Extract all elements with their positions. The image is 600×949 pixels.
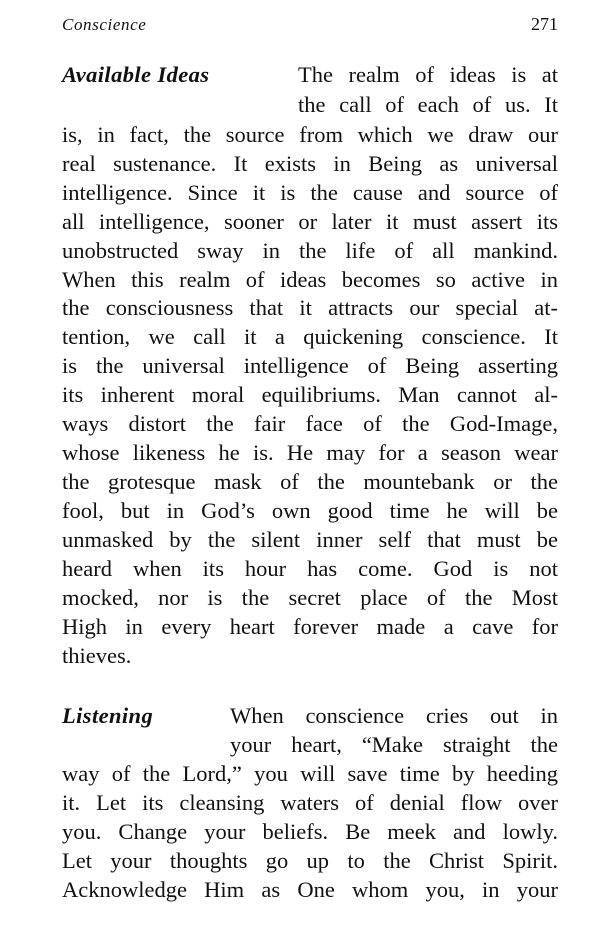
page-number: 271	[531, 14, 558, 34]
text-line: heard when its hour has come. God is not	[62, 556, 558, 581]
text-line: way of the Lord,” you will save time by heeding	[62, 761, 558, 786]
text-line: Acknowledge Him as One whom you, in your	[62, 877, 558, 902]
text-line: mocked, nor is the secret place of the Most	[62, 585, 558, 610]
text-line: High in every heart forever made a cave for	[62, 614, 558, 639]
text-line: tention, we call it a quickening conscience. It	[62, 324, 558, 349]
text-line: the grotesque mask of the mountebank or the	[62, 469, 558, 494]
text-line: fool, but in God’s own good time he will be	[62, 498, 558, 523]
text-line: unobstructed sway in the life of all mankind.	[62, 238, 558, 263]
text-line: its inherent moral equilibriums. Man cannot al-	[62, 382, 558, 407]
text-line: thieves.	[62, 643, 132, 668]
text-line: all intelligence, sooner or later it must assert its	[62, 209, 558, 234]
text-line: it. Let its cleansing waters of denial flow over	[62, 790, 558, 815]
text-line: whose likeness he is. He may for a season wear	[62, 440, 558, 465]
text-line: When conscience cries out in	[230, 703, 558, 728]
text-line: your heart, “Make straight the	[230, 732, 558, 757]
text-line: When this realm of ideas becomes so active in	[62, 267, 558, 292]
text-line: is the universal intelligence of Being asserting	[62, 353, 558, 378]
text-line: you. Change your beliefs. Be meek and lowly.	[62, 819, 558, 844]
text-line: unmasked by the silent inner self that must be	[62, 527, 558, 552]
text-line: ways distort the fair face of the God-Image,	[62, 411, 558, 436]
text-line: The realm of ideas is at	[298, 62, 558, 87]
section-heading-available-ideas: Available Ideas	[62, 62, 210, 87]
text-line: is, in fact, the source from which we draw our	[62, 122, 558, 147]
text-line: intelligence. Since it is the cause and source of	[62, 180, 558, 205]
text-line: the consciousness that it attracts our special at-	[62, 295, 558, 320]
text-line: real sustenance. It exists in Being as universal	[62, 151, 558, 176]
text-line: the call of each of us. It	[298, 92, 558, 117]
section-heading-listening: Listening	[62, 703, 154, 728]
text-line: Let your thoughts go up to the Christ Spirit.	[62, 848, 558, 873]
running-head-title: Conscience	[62, 15, 147, 34]
